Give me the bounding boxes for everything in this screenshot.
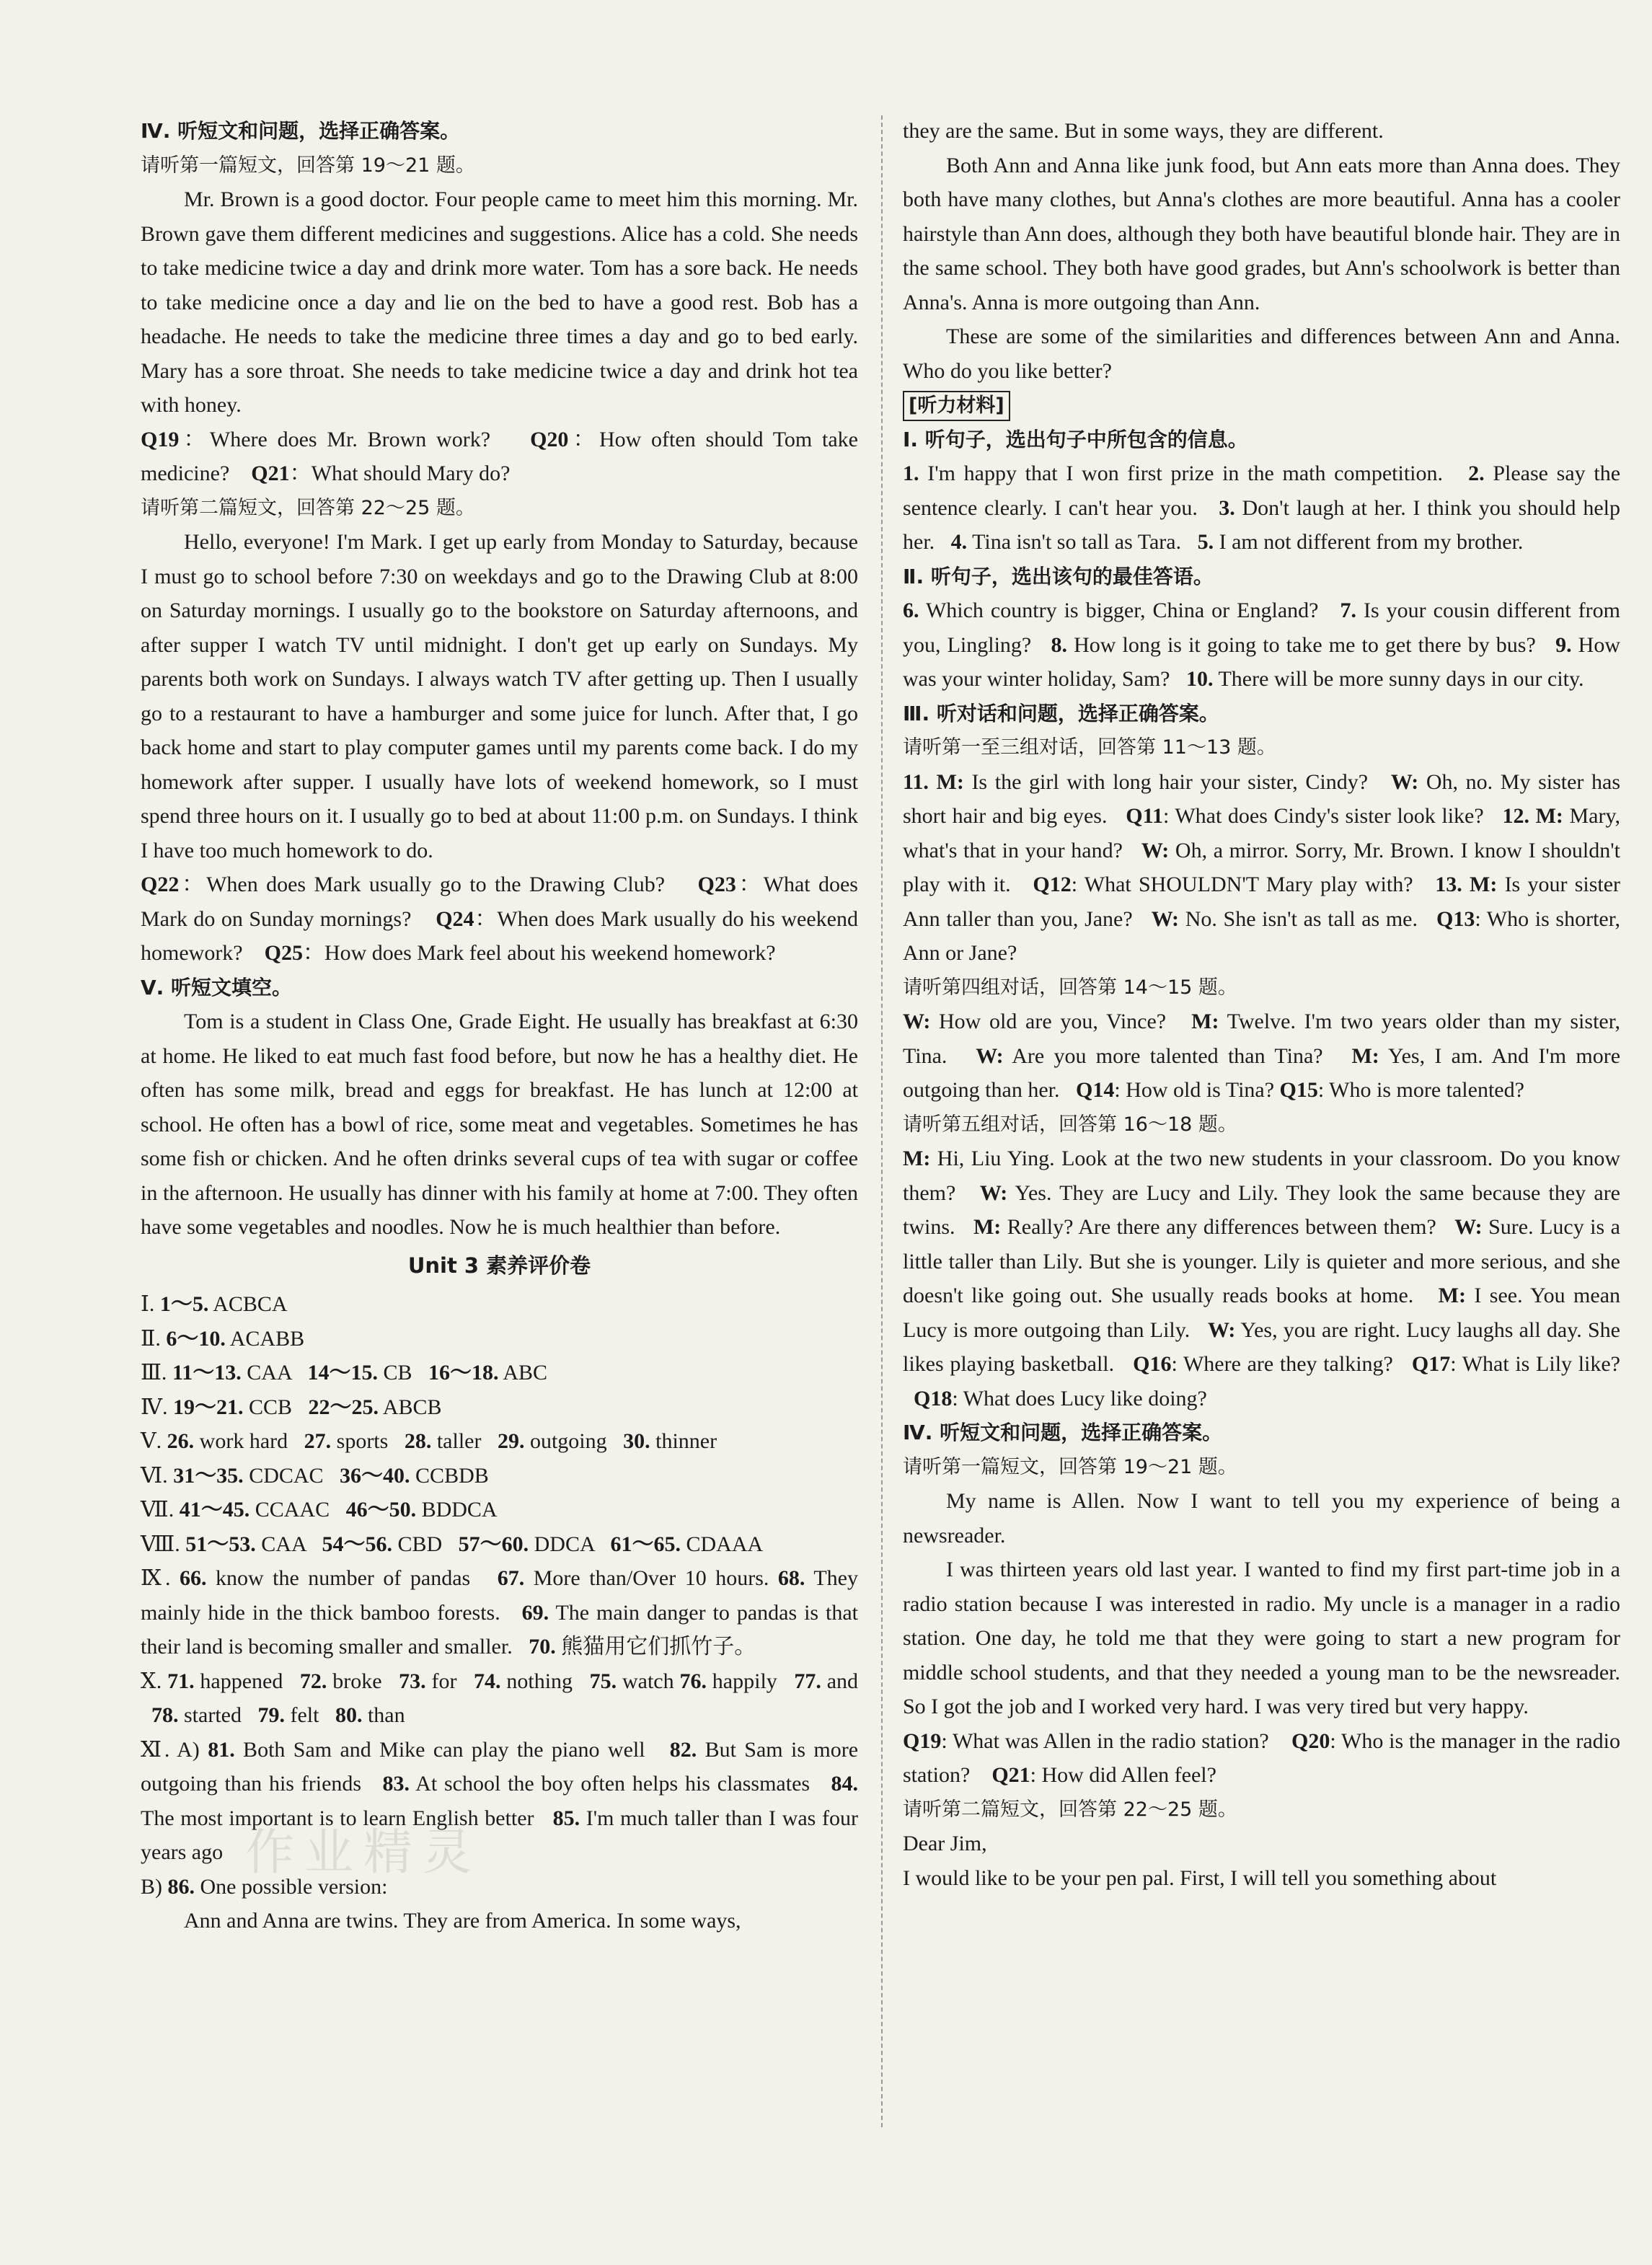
left-column [141,114,858,1938]
answer-value: thinner [650,1429,717,1453]
answer-value: ACABB [225,1326,305,1351]
answer-line [141,1322,858,1356]
answer-line [141,1459,858,1493]
answer-value: I'm much taller than I was four years ago [141,1806,858,1864]
answer-value: happened [194,1669,289,1693]
answer-range: 26. [167,1429,195,1453]
speaker: W: [1141,838,1170,862]
speaker: M: [936,769,964,794]
answer-range: 54～56. [322,1532,392,1556]
speaker: M: [1351,1043,1379,1068]
dialogue-block [903,1005,1620,1108]
answer-range: 79. [257,1703,285,1727]
answer-range: 71. [167,1669,195,1693]
question-number: Q25 [264,941,303,965]
answer-value: started [178,1703,247,1727]
answer-line [141,1527,858,1562]
dialogue-block [903,1142,1620,1416]
essay-text: Ann and Anna are twins. They are from America. In some ways, [184,1909,741,1933]
roman-numeral: Ⅷ. [141,1532,186,1556]
column-divider [881,115,883,2127]
speaker: M: [1535,804,1563,828]
answer-range: 31～35. [173,1463,244,1488]
item-number: 8. [1051,632,1068,657]
dialogue-text: Hi, Liu Ying. Look at the two new students in your classroom. Do you know them? [903,1147,1620,1205]
question-text: ：Where does Mr. Brown work? [179,427,500,451]
answer-value: outgoing [524,1429,613,1453]
answer-range: 74. [474,1669,501,1693]
section-title: Ⅳ. 听短文和问题，选择正确答案。 [141,119,461,143]
passage-text: Mr. Brown is a good doctor. Four people came to meet him this morning. Mr. Brown gave them different medicines and suggestions. Alice has a cold. She needs to take medicine twice a day and drink more water. Tom has a sore back. He needs to take medicine once a day and lie on the bed to have a good rest. Bob has a headache. He needs to take the medicine three times a day and go to bed early. Mary has a sore throat. She needs to take medicine twice a day and drink hot tea with honey. [141,187,858,417]
answer-value: work hard [194,1429,293,1453]
question-number: Q23 [697,873,736,896]
answer-range: 16～18. [428,1361,499,1385]
item-text: Please say the sentence clearly. I can't hear you. [903,462,1621,520]
question-number: Q20 [1291,1728,1330,1753]
passage-note: 请听第四组对话，回答第 14～15 题。 [903,976,1237,999]
item-number: 5. [1197,530,1214,554]
passage-text: I was thirteen years old last year. I wanted to find my first part-time job in a radio station because I was interested in radio. My uncle is a manager in a radio station. One day, he told me that they were going to start a new program for middle school students, and that they needed a young man to be the newsreader. So I got the job and I worked very hard. I was very tired but very happy. [903,1558,1620,1718]
question-text: : What does Lucy like doing? [952,1386,1207,1410]
section-title: Ⅰ. 听句子，选出句子中所包含的信息。 [903,427,1248,451]
speaker: M: [1438,1284,1466,1307]
roman-numeral: Ⅺ. A) [141,1737,208,1762]
answer-value: DDCA [529,1532,600,1556]
section-title: Ⅳ. 听短文和问题，选择正确答案。 [903,1421,1223,1444]
passage-note: 请听第二篇短文，回答第 22～25 题。 [141,496,475,519]
answer-value: CAA [241,1361,297,1385]
question-number: Q14 [1075,1078,1115,1102]
dialogue-text: Is the girl with long hair your sister, Cindy? [963,769,1376,794]
question-number: Q11 [1126,804,1163,828]
roman-numeral: Ⅹ. [141,1669,168,1693]
item-text: Don't laugh at her. I think you should help her. [903,495,1620,554]
roman-numeral: Ⅰ. [141,1292,160,1316]
answer-value: ABCB [379,1395,442,1419]
question-text: : How old is Tina? [1114,1078,1280,1102]
speaker: M: [1191,1010,1219,1033]
dialogue-text: Oh, a mirror. Sorry, Mr. Brown. I know I shouldn't play with it. [903,838,1621,896]
dialogue-text: Really? Are there any differences between them? [1001,1215,1443,1239]
question-number: Q20 [530,427,569,451]
answer-value: than [362,1703,405,1727]
answer-range: 27. [304,1429,332,1453]
answer-value: for [425,1669,463,1693]
roman-numeral: Ⅸ. [141,1566,180,1590]
passage-text: Hello, everyone! I'm Mark. I get up early from Monday to Saturday, because I must go to school before 7:30 on weekdays and go to the Drawing Club at 8:00 on Saturday mornings. I usually go to the bookstore on Saturday afternoons, and after supper I watch TV until midnight. I don't get up early on Sundays. My parents both work on Sundays. I always watch TV after getting up. Then I usually go to a restaurant to have a hamburger and some juice for lunch. After that, I go back home and start to play computer games until my parents come back. I do my homework after supper. I usually have lots of weekend homework, so I must spend three hours on it. I usually go to bed at about 11:00 p.m. on Sundays. I think I have too much homework to do. [141,530,858,862]
answer-range: 75. [589,1669,617,1693]
answer-line [141,1493,858,1527]
speaker: M: [973,1215,1002,1239]
passage-note: 请听第一至三组对话，回答第 11～13 题。 [903,736,1276,759]
sentence-block [903,456,1620,560]
question-line [141,867,858,971]
dialogue-text: Are you more talented than Tina? [1003,1043,1333,1068]
question-number: Q16 [1133,1352,1172,1376]
question-text: : Who is the manager in the radio station? [903,1728,1620,1787]
sentence-block [903,593,1620,697]
dialogue-block [903,765,1620,971]
question-text: ：When does Mark usually do his weekend homework? [141,906,858,965]
letter-greeting: Dear Jim, [903,1832,987,1855]
answer-value: One possible version: [195,1874,388,1899]
section-title: Ⅴ. 听短文填空。 [141,975,293,999]
speaker: W: [979,1180,1008,1205]
dialogue-text: Oh, no. My sister has short hair and big eyes. [903,769,1621,828]
answer-value: know the number of pandas [206,1566,480,1590]
question-text: ：How does Mark feel about his weekend homework? [302,941,776,965]
speaker: W: [1207,1317,1236,1342]
item-number: 13. [1435,873,1462,896]
answer-line [141,1424,858,1459]
item-text: How long is it going to take me to get there by bus? [1067,632,1542,657]
right-column [903,114,1620,1895]
question-number: Q15 [1279,1078,1318,1102]
answer-value: watch [617,1669,680,1693]
answer-value: More than/Over 10 hours. [524,1566,778,1590]
answer-range: 70. [529,1635,556,1659]
material-tag-line [903,388,1620,423]
speaker: M: [903,1147,931,1170]
answer-range: 66. [179,1566,207,1590]
question-number: Q21 [991,1763,1030,1787]
answer-range: 36～40. [340,1463,410,1488]
answer-line [141,1664,858,1733]
question-text: : Who is shorter, Ann or Jane? [903,906,1621,965]
item-number: 11. [903,769,929,794]
question-number: Q19 [903,1728,942,1753]
answer-range: 11～13. [172,1361,242,1385]
roman-numeral: Ⅵ. [141,1463,174,1488]
answer-value: CCB [243,1395,298,1419]
answer-range: 78. [151,1703,179,1727]
question-text: ：What does Mark do on Sunday mornings? [141,873,858,931]
question-number: Q19 [141,427,180,451]
item-number: 4. [950,530,968,554]
answer-value: CB [377,1361,418,1385]
answer-value: Both Sam and Mike can play the piano well [234,1737,653,1762]
question-number: Q12 [1033,873,1072,896]
answer-value: ACBCA [208,1292,288,1316]
question-text: ：How often should Tom take medicine? [141,427,858,485]
item-number: 12. [1502,804,1529,828]
answer-range: 68. [777,1566,805,1590]
answer-range: 80. [335,1703,363,1727]
answer-value: felt [284,1703,324,1727]
answer-line [141,1356,858,1390]
answer-line [141,1733,858,1870]
answer-line [141,1870,858,1904]
question-number: Q21 [251,462,290,485]
answer-range: 41～45. [179,1498,250,1522]
answer-value: ABC [498,1361,548,1385]
roman-numeral: Ⅶ. [141,1498,180,1522]
question-line [903,1724,1620,1793]
answer-range: 6～10. [166,1326,226,1351]
dialogue-text: Yes. They are Lucy and Lily. They look the same because they are twins. [903,1180,1620,1239]
answer-line [141,1561,858,1664]
section-title: Ⅱ. 听句子，选出该句的最佳答语。 [903,564,1214,588]
answer-range: 28. [404,1429,432,1453]
question-line [141,423,858,491]
section-title: Ⅲ. 听对话和问题，选择正确答案。 [903,701,1219,725]
dialogue-text: I see. You mean Lucy is more outgoing than Lily. [903,1284,1621,1342]
item-number: 10. [1185,667,1214,691]
speaker: W: [1151,906,1180,931]
passage-note: 请听第一篇短文，回答第 19～21 题。 [903,1455,1237,1478]
item-text: I'm happy that I won first prize in the math competition. [919,462,1452,485]
roman-numeral: Ⅳ. [141,1395,173,1419]
essay-text: Both Ann and Anna like junk food, but Ann eats more than Anna does. They both have many clothes, but Anna's clothes are more beautiful. Anna has a cooler hairstyle than Ann does, although they both have beautiful blonde hair. They are in the same school. They both have good grades, but Ann's schoolwork is better than Anna's. Anna is more outgoing than Ann. [903,153,1620,314]
answer-range: 82. [669,1737,697,1762]
roman-numeral: B) [141,1874,168,1899]
answer-range: 69. [521,1600,549,1625]
dialogue-text: How old are you, Vince? [930,1010,1175,1033]
item-number: 1. [903,462,919,485]
answer-range: 22～25. [308,1395,379,1419]
speaker: W: [976,1043,1004,1068]
dialogue-text: No. She isn't as tall as me. [1179,906,1424,931]
item-text: There will be more sunny days in our city. [1213,667,1584,691]
answer-range: 77. [794,1669,821,1693]
answer-range: 73. [399,1669,426,1693]
speaker: W: [903,1010,931,1033]
item-text: Is your cousin different from you, Lingling? [903,599,1620,657]
answer-value: The main danger to pandas is that their land is becoming smaller and smaller. [141,1600,858,1659]
question-text: ：When does Mark usually go to the Drawing Club? [179,873,673,896]
dialogue-text: Is your sister Ann taller than you, Jane? [903,873,1621,931]
question-number: Q13 [1436,906,1475,931]
answer-range: 51～53. [185,1532,256,1556]
question-text: : Where are they talking? [1171,1352,1400,1376]
speaker: W: [1390,769,1419,794]
question-number: Q22 [141,873,180,896]
answer-range: 85. [552,1806,580,1830]
answer-value: CAA [255,1532,312,1556]
letter-text: I would like to be your pen pal. First, I will tell you something about [903,1866,1497,1890]
answer-range: 29. [497,1429,525,1453]
item-text: Which country is bigger, China or England? [919,599,1326,622]
answer-range: 81. [208,1737,235,1762]
item-number: 6. [903,599,919,622]
answer-value: BDDCA [416,1498,498,1522]
passage-note: 请听第一篇短文，回答第 19～21 题。 [141,154,475,177]
answer-value: CCBDB [410,1463,489,1488]
dialogue-text: Yes, you are right. Lucy laughs all day. She likes playing basketball. [903,1317,1620,1376]
answer-range: 84. [831,1772,858,1796]
answer-line [141,1390,858,1425]
question-text: : What does Cindy's sister look like? [1162,804,1490,828]
answer-value: nothing [500,1669,578,1693]
answer-value: CBD [392,1532,448,1556]
roman-numeral: Ⅴ. [141,1429,167,1453]
roman-numeral: Ⅲ. [141,1361,172,1385]
question-number: Q24 [436,906,474,931]
question-number: Q18 [914,1386,953,1410]
answer-value: At school the boy often helps his classmates [410,1772,817,1796]
answer-value: 熊猫用它们抓竹子。 [555,1635,756,1659]
answer-value: CCAAC [249,1498,335,1522]
item-text: How was your winter holiday, Sam? [903,632,1621,691]
answer-range: 57～60. [458,1532,529,1556]
unit-title: Unit 3 素养评价卷 [407,1253,591,1278]
passage-text: Tom is a student in Class One, Grade Eight. He usually has breakfast at 6:30 at home. He liked to eat much fast food before, but now he has a healthy diet. He often has some milk, bread and eggs for breakfast. He has lunch at 12:00 at school. He often has a bowl of rice, some meat and vegetables. Sometimes he has some fish or chicken. And he often drinks several cups of tea with sugar or coffee in the afternoon. He usually has dinner with his family at home at 7:00. They often have some vegetables and noodles. Now he is much healthier than before. [141,1010,858,1239]
answer-value: They mainly hide in the thick bamboo forests. [141,1566,858,1625]
answer-value: But Sam is more outgoing than his friends [141,1737,859,1796]
answer-range: 1～5. [159,1292,209,1316]
answer-range: 83. [382,1772,410,1796]
question-number: Q17 [1411,1352,1451,1376]
question-text: : How did Allen feel? [1030,1763,1216,1787]
answer-value: sports [331,1429,394,1453]
answer-range: 19～21. [172,1395,244,1419]
dialogue-text: Sure. Lucy is a little taller than Lily. But she is younger. Lily is quieter and more serious, and she doesn't like going out. She usually reads books at home. [903,1215,1620,1307]
answer-value: taller [431,1429,487,1453]
answer-range: 61～65. [610,1532,681,1556]
material-tag: [听力材料] [903,391,1010,421]
passage-note: 请听第二篇短文，回答第 22～25 题。 [903,1798,1237,1821]
item-number: 3. [1219,495,1235,520]
question-text: ：What should Mary do? [289,462,511,485]
item-number: 9. [1555,632,1572,657]
dialogue-text: Mary, what's that in your hand? [903,804,1621,862]
answer-range: 86. [167,1874,195,1899]
item-text: I am not different from my brother. [1214,530,1524,554]
answer-range: 46～50. [345,1498,417,1522]
essay-text: they are the same. But in some ways, they are different. [903,119,1384,143]
question-text: : What SHOULDN'T Mary play with? [1071,873,1421,896]
answer-value: CDCAC [243,1463,330,1488]
answer-value: The most important is to learn English better [141,1806,541,1830]
item-number: 2. [1468,462,1485,485]
answer-range: 76. [679,1669,707,1693]
essay-text: These are some of the similarities and differences between Ann and Anna. Who do you like better? [903,324,1620,383]
answer-range: 67. [497,1566,525,1590]
dialogue-text: Yes, I am. And I'm more outgoing than her. [903,1043,1621,1102]
roman-numeral: Ⅱ. [141,1326,167,1351]
dialogue-text: Twelve. I'm two years older than my sister, Tina. [903,1010,1621,1068]
item-text: Tina isn't so tall as Tara. [967,530,1187,554]
answer-value: happily [706,1669,783,1693]
question-text: : What was Allen in the radio station? [941,1728,1275,1753]
speaker: M: [1470,873,1498,896]
answer-range: 72. [299,1669,327,1693]
answer-range: 30. [623,1429,650,1453]
watermark: 作业精灵 [245,1824,482,1881]
question-text: : Who is more talented? [1317,1078,1524,1102]
item-number: 7. [1340,599,1356,622]
answer-value: and [821,1669,859,1693]
speaker: W: [1454,1215,1483,1239]
passage-note: 请听第五组对话，回答第 16～18 题。 [903,1113,1237,1136]
answer-value: broke [327,1669,388,1693]
passage-text: My name is Allen. Now I want to tell you my experience of being a newsreader. [903,1489,1620,1547]
answer-range: 14～15. [307,1361,378,1385]
question-text: : What is Lily like? [1450,1352,1621,1376]
answer-value: CDAAA [681,1532,764,1556]
answer-line [141,1287,858,1322]
